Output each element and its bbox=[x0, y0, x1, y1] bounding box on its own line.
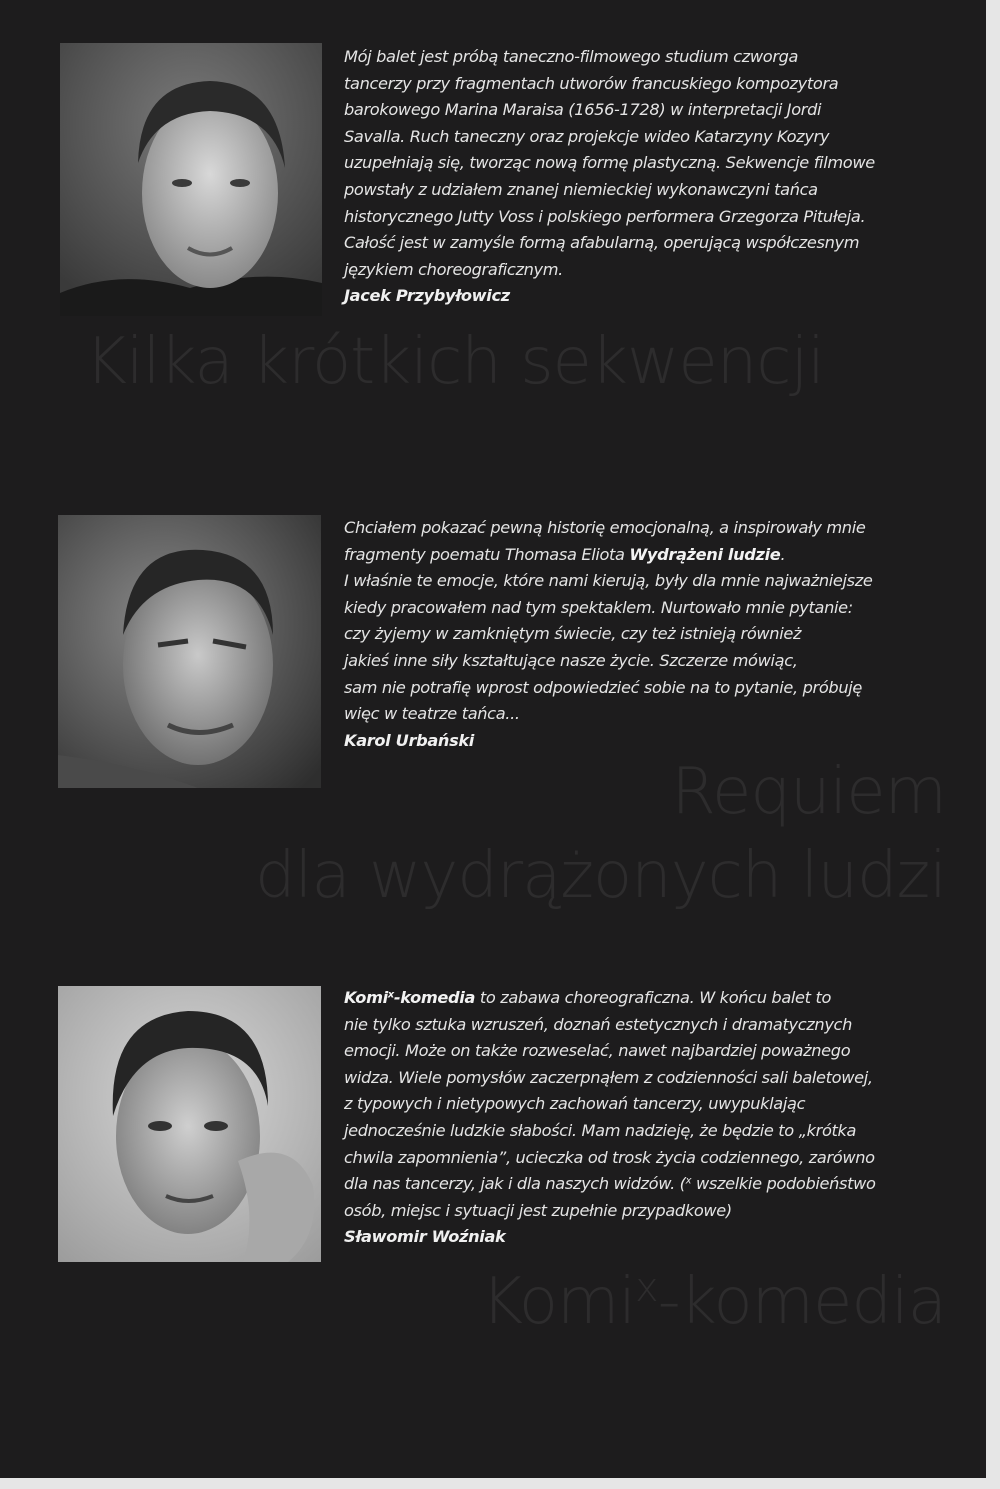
performance-title bbox=[481, 1262, 946, 1342]
text-segment: . bbox=[780, 544, 786, 564]
text-line: emocji. Może on także rozweselać, nawet najbardziej poważnego bbox=[344, 1041, 851, 1061]
text-line bbox=[344, 515, 974, 542]
author-name: Karol Urbański bbox=[344, 730, 474, 750]
text-line: historycznego Jutty Voss i polskiego performera Grzegorza Pitułeja. bbox=[344, 206, 866, 226]
text-line: I właśnie te emocje, które nami kierują, były dla mnie najważniejsze bbox=[344, 571, 873, 591]
text-line: tancerzy przy fragmentach utworów francuskiego kompozytora bbox=[344, 73, 839, 93]
title-segment: Komi bbox=[344, 988, 388, 1007]
portrait-photo bbox=[58, 515, 321, 788]
portrait-photo bbox=[58, 986, 321, 1262]
title-superscript: x bbox=[387, 989, 394, 1001]
text-line: jakieś inne siły kształtujące nasze życie. Szczerze mówiąc, bbox=[344, 650, 798, 670]
text-segment: Chciałem pokazać pewną historię emocjonalną, a inspirowały mnie bbox=[344, 518, 866, 537]
portrait-photo-karol bbox=[58, 515, 321, 788]
text-line bbox=[344, 985, 974, 1012]
text-line: sam nie potrafię wprost odpowiedzieć sobie na to pytanie, próbuję bbox=[344, 677, 862, 697]
performance-title-inline: Wydrążeni ludzie bbox=[629, 544, 781, 564]
performance-title-inline bbox=[344, 988, 475, 1007]
text-line: kiedy pracowałem nad tym spektaklem. Nurtowało mnie pytanie: bbox=[344, 597, 853, 617]
title-segment: -komedia bbox=[393, 988, 476, 1007]
text-line: barokowego Marina Maraisa (1656-1728) w interpretacji Jordi bbox=[344, 100, 822, 120]
author-name: Jacek Przybyłowicz bbox=[344, 286, 510, 306]
author-name: Sławomir Woźniak bbox=[344, 1227, 506, 1247]
text-line: czy żyjemy w zamkniętym świecie, czy też istnieją również bbox=[344, 624, 802, 644]
portrait-photo bbox=[60, 43, 322, 316]
text-line: chwila zapomnienia”, ucieczka od trosk życia codziennego, zarówno bbox=[344, 1147, 875, 1167]
statement-karol bbox=[344, 515, 974, 754]
text-line: widza. Wiele pomysłów zaczerpnąłem z codzienności sali baletowej, bbox=[344, 1067, 873, 1087]
text-line bbox=[344, 1171, 974, 1198]
text-line: osób, miejsc i sytuacji jest zupełnie przypadkowe) bbox=[344, 1200, 732, 1220]
title-segment: -komedia bbox=[657, 1265, 946, 1339]
text-line: Mój balet jest próbą taneczno-filmowego studium czworga bbox=[344, 47, 799, 66]
text-line bbox=[344, 542, 974, 569]
performance-title-line2: dla wydrążonych ludzi bbox=[255, 839, 946, 913]
portrait-photo-slawomir bbox=[58, 986, 321, 1262]
text-line: językiem choreograficznym. bbox=[344, 259, 563, 279]
footnote-marker: x bbox=[685, 1175, 692, 1187]
statement-slawomir bbox=[344, 985, 974, 1251]
performance-title-line1: Requiem bbox=[671, 755, 946, 829]
text-line: uzupełniają się, tworząc nową formę plastyczną. Sekwencje filmowe bbox=[344, 153, 875, 173]
text-line: z typowych i nietypowych zachowań tancerzy, uwypuklając bbox=[344, 1094, 806, 1114]
text-segment: fragmenty poematu Thomasa Eliota bbox=[344, 544, 630, 564]
portrait-photo-jacek bbox=[60, 43, 322, 316]
statement-jacek bbox=[344, 44, 974, 310]
text-line: Całość jest w zamyśle formą afabularną, operującą współczesnym bbox=[344, 233, 860, 253]
text-line: Savalla. Ruch taneczny oraz projekcje wideo Katarzyny Kozyry bbox=[344, 126, 830, 146]
text-line: nie tylko sztuka wzruszeń, doznań estetycznych i dramatycznych bbox=[344, 1014, 853, 1034]
text-segment: to zabawa choreograficzna. W końcu balet to bbox=[475, 988, 832, 1007]
text-segment: wszelkie podobieństwo bbox=[691, 1174, 876, 1194]
text-line: jednocześnie ludzkie słabości. Mam nadzieję, że będzie to „krótka bbox=[344, 1120, 857, 1140]
title-superscript: x bbox=[635, 1265, 658, 1312]
text-line: powstały z udziałem znanej niemieckiej wykonawczyni tańca bbox=[344, 179, 818, 199]
performance-title: Kilka krótkich sekwencji bbox=[85, 325, 824, 399]
text-line: więc w teatrze tańca... bbox=[344, 704, 520, 724]
title-segment: Komi bbox=[481, 1265, 636, 1339]
text-segment: dla nas tancerzy, jak i dla naszych widzów. ( bbox=[344, 1174, 686, 1194]
